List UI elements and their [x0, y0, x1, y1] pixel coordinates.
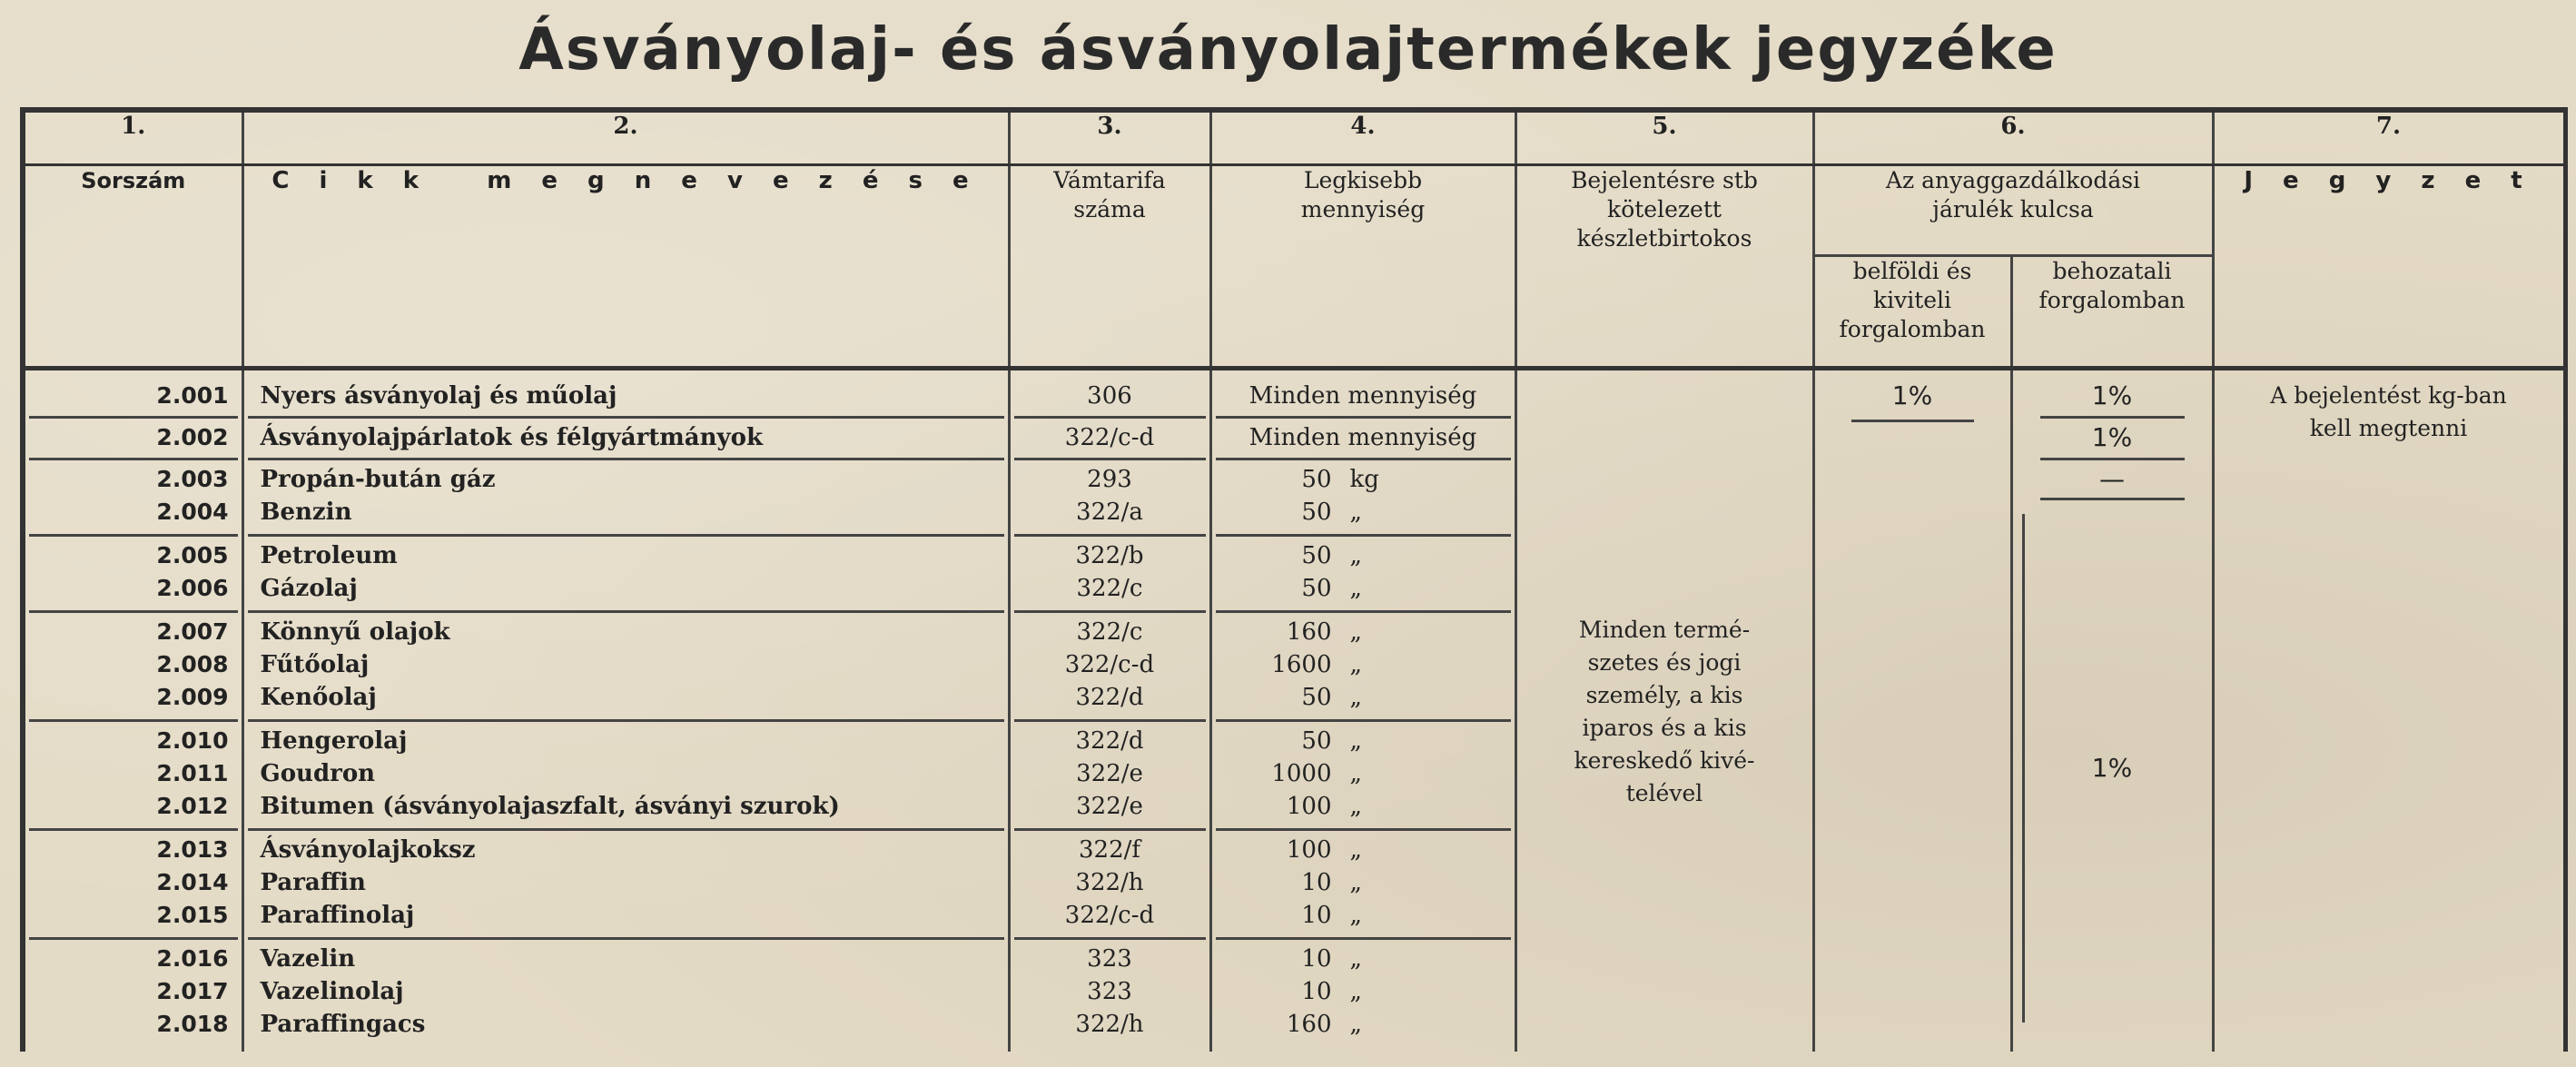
- row-number: 2.017: [156, 978, 229, 1004]
- row-quantity: Minden mennyiség: [1249, 424, 1477, 451]
- row-number: 2.016: [156, 945, 229, 972]
- row-name: Paraffin: [260, 869, 366, 896]
- row-quantity: 10: [1301, 902, 1332, 929]
- row-code: 322/d: [1075, 684, 1144, 711]
- row-unit: „: [1349, 618, 1362, 646]
- row-quantity: 50: [1301, 542, 1332, 569]
- column-number: 4.: [1210, 110, 1515, 165]
- row-name: Vazelin: [260, 945, 356, 973]
- column-mennyiseg: [1210, 369, 1515, 1052]
- column-jegyzet: [2213, 369, 2565, 1052]
- row-code: 322/a: [1076, 499, 1143, 526]
- rate-import-group: 1%: [2091, 753, 2133, 783]
- row-quantity: 50: [1301, 499, 1332, 526]
- note-text: A bejelentést kg-ban kell megtenni: [2270, 382, 2507, 441]
- column-number: 6.: [1813, 110, 2213, 165]
- row-code: 323: [1087, 978, 1132, 1005]
- row-unit: „: [1349, 575, 1362, 602]
- row-unit: „: [1349, 499, 1362, 526]
- row-quantity: 1600: [1271, 651, 1332, 678]
- row-name: Könnyű olajok: [260, 618, 450, 646]
- row-quantity: 1000: [1271, 760, 1332, 787]
- row-unit: „: [1349, 684, 1362, 711]
- header-mennyiseg: Legkisebb mennyiség: [1210, 165, 1515, 369]
- row-code: 322/e: [1076, 793, 1143, 820]
- row-number: 2.009: [156, 684, 229, 710]
- row-number: 2.007: [156, 618, 229, 645]
- row-unit: „: [1349, 945, 1362, 973]
- column-number: 3.: [1009, 110, 1210, 165]
- row-number: 2.005: [156, 542, 229, 568]
- column-behozatali: [2011, 369, 2213, 1052]
- column-vamtarifa: [1009, 369, 1210, 1052]
- row-quantity: Minden mennyiség: [1249, 382, 1477, 410]
- column-sorszam: [23, 369, 242, 1052]
- column-number: 7.: [2213, 110, 2565, 165]
- row-quantity: 100: [1286, 793, 1332, 820]
- row-name: Ásványolajkoksz: [260, 836, 476, 864]
- row-name: Hengerolaj: [260, 727, 408, 755]
- row-number: 2.006: [156, 575, 229, 601]
- row-code: 322/b: [1075, 542, 1144, 569]
- column-belfoldi: [1813, 369, 2011, 1052]
- rate-import: 1%: [2091, 380, 2133, 410]
- row-code: 293: [1087, 466, 1132, 493]
- row-name: Bitumen (ásványolajaszfalt, ásványi szurok): [260, 793, 840, 820]
- header-sorszam: Sorszám: [23, 165, 242, 369]
- header-cikk: C i k k m e g n e v e z é s e: [242, 165, 1009, 369]
- product-list-table: [20, 107, 2568, 1052]
- row-name: Propán-bután gáz: [260, 466, 496, 493]
- row-number: 2.008: [156, 651, 229, 677]
- rate-domestic: 1%: [1891, 380, 1933, 410]
- row-unit: „: [1349, 793, 1362, 820]
- row-number: 2.003: [156, 466, 229, 492]
- row-code: 322/h: [1075, 869, 1144, 896]
- row-quantity: 10: [1301, 945, 1332, 973]
- row-quantity: 10: [1301, 869, 1332, 896]
- rate-import: —: [2099, 464, 2125, 494]
- row-code: 323: [1087, 945, 1132, 973]
- row-quantity: 160: [1286, 618, 1332, 646]
- row-unit: „: [1349, 542, 1362, 569]
- header-jegyzet: J e g y z e t: [2213, 165, 2565, 369]
- row-name: Fűtőolaj: [260, 651, 370, 678]
- row-code: 322/c-d: [1064, 424, 1155, 451]
- header-jarulek: Az anyaggazdálkodási járulék kulcsa: [1813, 165, 2213, 256]
- row-name: Benzin: [260, 499, 352, 526]
- rate-import: 1%: [2091, 422, 2133, 452]
- row-code: 322/c: [1076, 618, 1143, 646]
- row-quantity: 160: [1286, 1011, 1332, 1038]
- row-code: 322/c: [1076, 575, 1143, 602]
- row-number: 2.013: [156, 836, 229, 863]
- row-unit: „: [1349, 836, 1362, 864]
- column-number-row: [23, 110, 2565, 165]
- row-name: Goudron: [260, 760, 376, 787]
- column-number: 1.: [23, 110, 242, 165]
- header-belfoldi: belföldi és kiviteli forgalomban: [1813, 256, 2011, 369]
- page-title: Ásványolaj- és ásványolajtermékek jegyzéke: [518, 16, 2058, 84]
- row-name: Gázolaj: [260, 575, 358, 602]
- row-unit: „: [1349, 760, 1362, 787]
- row-number: 2.015: [156, 902, 229, 928]
- row-name: Ásványolajpárlatok és félgyártmányok: [260, 424, 764, 451]
- holder-text: Minden termé- szetes és jogi személy, a kis iparos és a kis kereskedő kivé- telével: [1574, 617, 1755, 806]
- column-cikk: [242, 369, 1009, 1052]
- row-quantity: 50: [1301, 466, 1332, 493]
- row-number: 2.002: [156, 424, 229, 450]
- row-quantity: 10: [1301, 978, 1332, 1005]
- column-number: 2.: [242, 110, 1009, 165]
- row-code: 322/c-d: [1064, 902, 1155, 929]
- row-number: 2.001: [156, 382, 229, 409]
- header-keszletbirtokos: Bejelentésre stb kötelezett készletbirtokos: [1515, 165, 1813, 369]
- row-name: Petroleum: [260, 542, 398, 569]
- row-number: 2.018: [156, 1011, 229, 1037]
- row-number: 2.014: [156, 869, 229, 895]
- row-unit: „: [1349, 727, 1362, 755]
- row-unit: „: [1349, 869, 1362, 896]
- row-name: Paraffinolaj: [260, 902, 415, 929]
- row-code: 322/f: [1078, 836, 1140, 864]
- row-name: Paraffingacs: [260, 1011, 426, 1038]
- row-quantity: 50: [1301, 727, 1332, 755]
- row-unit: „: [1349, 902, 1362, 929]
- row-unit: „: [1349, 978, 1362, 1005]
- row-number: 2.012: [156, 793, 229, 819]
- row-code: 306: [1087, 382, 1132, 410]
- column-keszletbirtokos: [1515, 369, 1813, 1052]
- row-number: 2.004: [156, 499, 229, 525]
- row-name: Nyers ásványolaj és műolaj: [260, 382, 617, 410]
- column-number: 5.: [1515, 110, 1813, 165]
- row-number: 2.011: [156, 760, 229, 786]
- row-unit: „: [1349, 651, 1362, 678]
- row-name: Vazelinolaj: [260, 978, 404, 1005]
- row-quantity: 100: [1286, 836, 1332, 864]
- row-code: 322/h: [1075, 1011, 1144, 1038]
- header-vamtarifa: Vámtarifa száma: [1009, 165, 1210, 369]
- row-quantity: 50: [1301, 575, 1332, 602]
- row-name: Kenőolaj: [260, 684, 377, 711]
- header-behozatali: behozatali forgalomban: [2011, 256, 2213, 369]
- row-unit: kg: [1349, 466, 1379, 493]
- row-quantity: 50: [1301, 684, 1332, 711]
- row-number: 2.010: [156, 727, 229, 754]
- row-code: 322/d: [1075, 727, 1144, 755]
- row-code: 322/e: [1076, 760, 1143, 787]
- row-code: 322/c-d: [1064, 651, 1155, 678]
- row-unit: „: [1349, 1011, 1362, 1038]
